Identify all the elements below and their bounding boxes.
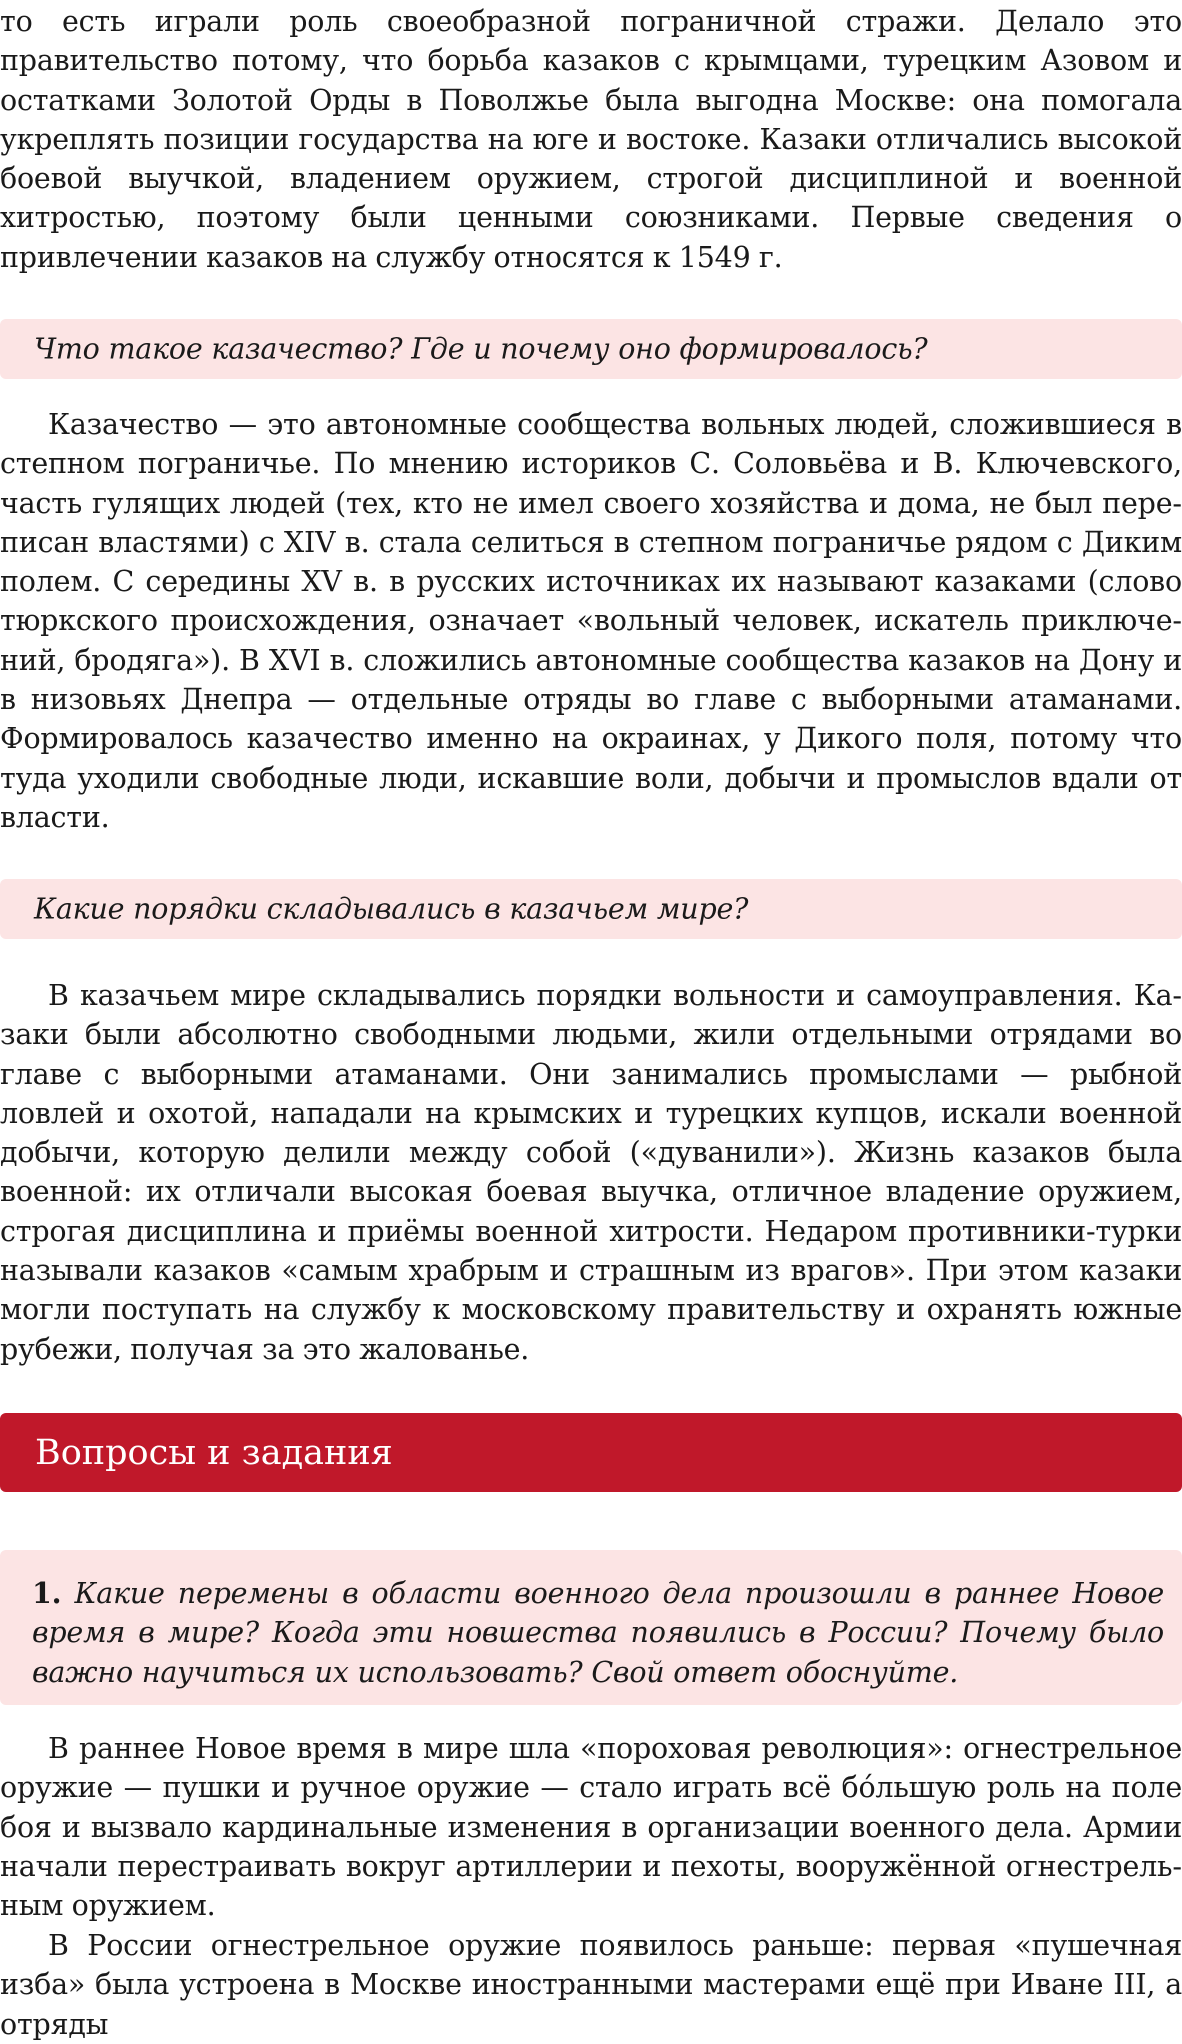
paragraph-cossacks-answer: Казачество — это автономные сообщества вольных людей, сложившиеся в степном пограничье. По мнению историков С. Соловьёва и В. Ключевского, часть гулящих людей (тех, кто не имел своего хозяйства и дома, не был переписан властями) с XIV в. стала селиться в степном пограничье рядом с Диким полем. С середины XV в. в русских источниках их называют казаками (слово тюркского происхождения, означает «вольный человек, искатель приключений, бродяга»). В XVI в. сложились автономные сообщества казаков на Дону и в низовьях Днепра — отдельные отряды во главе с выборными атаманами. Формировалось казачество именно на окраинах, у Дикого поля, потому что туда уходили свободные люди, искавшие воли, добычи и промыслов вдали от власти. xyxy=(0,408,1182,834)
question-box-orders xyxy=(0,879,1182,939)
task-number: 1. xyxy=(32,1576,62,1610)
section-banner xyxy=(0,1413,1182,1492)
task-1-question: Какие перемены в области военного дела произошли в раннее Новое время в мире? Когда эти новшества появились в России? Почему было важно научиться их использовать? Свой ответ обоснуйте. xyxy=(32,1577,1164,1689)
paragraph-intro: то есть играли роль своеобразной пограничной стражи. Делало это правительство потому, что борьба казаков с крымцами, турецким Азовом и остатками Золотой Орды в Поволжье была выгодна Москве: она помогала укреплять позиции государства на юге и востоке. Казаки отличались высокой боевой выучкой, владением оружием, строгой дисциплиной и военной хитростью, поэтому были ценными союзниками. Первые сведения о привлечении казаков на службу относятся к 1549 г. xyxy=(0,5,1182,274)
section-title: Вопросы и задания xyxy=(35,1432,393,1473)
paragraph-orders-answer: В казачьем мире складывались порядки вольности и самоуправления. Казаки были абсолютно свободными людьми, жили отдельными отрядами во главе с выборными атаманами. Они занимались промыслами — рыбной ловлей и охотой, нападали на крымских и турецких купцов, искали военной добычи, которую делили между собой («дуванили»). Жизнь казаков была военной: их отличали высокая боевая выучка, отличное владение оружием, строгая дисциплина и приёмы военной хитрости. Недаром противники-турки называли казаков «самым храбрым и страшным из врагов». При этом казаки могли поступать на службу к московскому правительству и охранять южные рубежи, получая за это жалованье. xyxy=(0,979,1182,1366)
question-box-cossacks xyxy=(0,319,1182,379)
question-cossacks-text: Что такое казачество? Где и почему оно формировалось? xyxy=(34,332,928,366)
paragraph-task1-answer-continued: В России огнестрельное оружие появилось раньше: первая «пушечная изба» была устроена в Москве иностранными мастерами ещё при Иване III, а отряды xyxy=(0,1929,1182,2041)
task-1-text xyxy=(32,1574,1164,1692)
paragraph-task1-answer: В раннее Новое время в мире шла «пороховая революция»: огнестрельное оружие — пушки и ручное оружие — стало играть всё бóльшую роль на поле боя и вызвало кардинальные изменения в организации военного дела. Армии начали перестраивать вокруг артиллерии и пехоты, вооружённой огнестрельным оружием. xyxy=(0,1732,1182,1923)
task-box-1 xyxy=(0,1550,1182,1705)
question-orders-text: Какие порядки складывались в казачьем мире? xyxy=(34,892,749,926)
